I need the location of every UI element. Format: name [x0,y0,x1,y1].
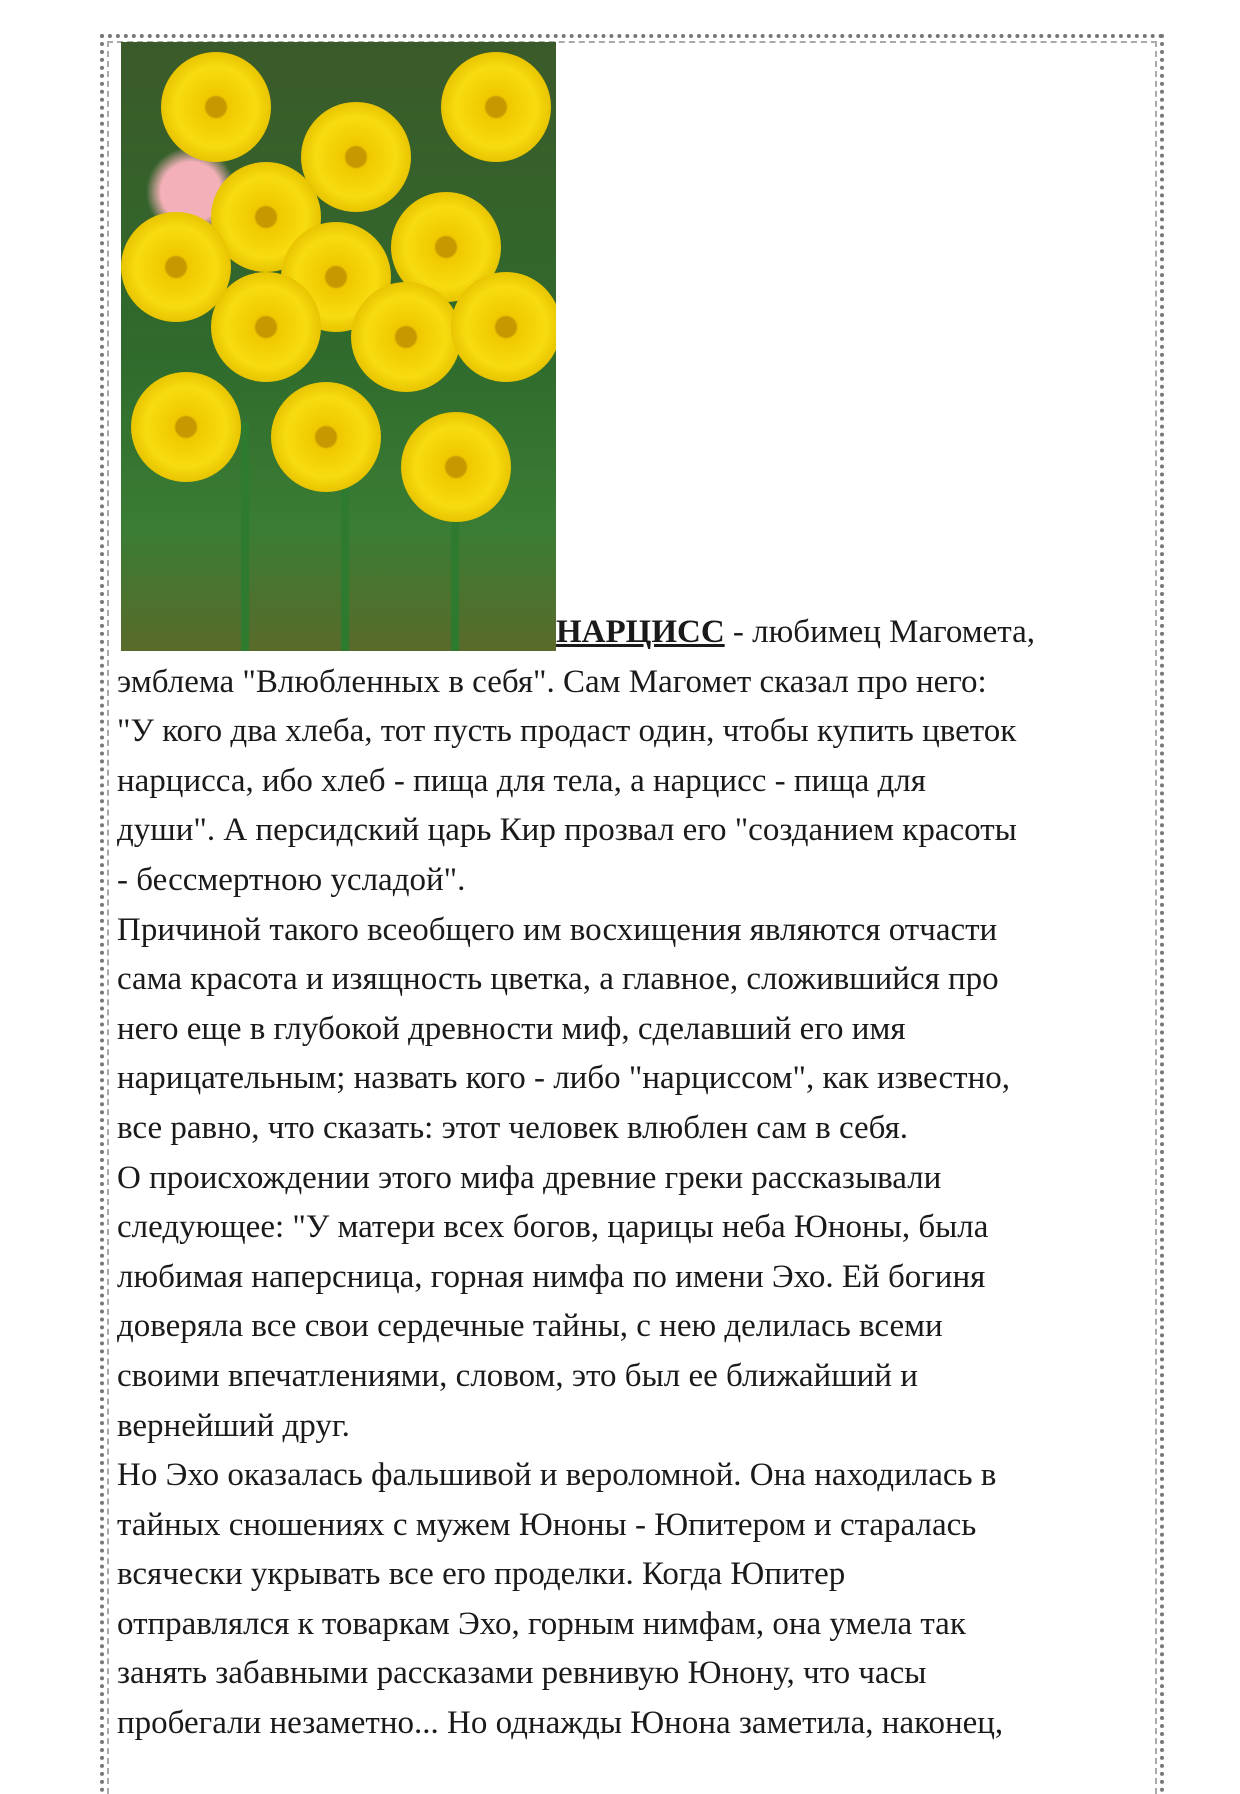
flower [451,272,556,382]
daffodils-photo [121,42,556,651]
flower [401,412,511,522]
text-line: эмблема "Влюбленных в себя". Сам Магомет сказал про него: [117,663,987,700]
text-line: доверяла все свои сердечные тайны, с нею делилась всеми [117,1308,943,1345]
text-line: отправлялся к товаркам Эхо, горным нимфам, она умела так [117,1605,966,1642]
flower [351,282,461,392]
flower [441,52,551,162]
text-line: все равно, что сказать: этот человек влюблен сам в себя. [117,1109,909,1146]
text-line: тайных сношениях с мужем Юноны - Юпитером и старалась [117,1506,977,1543]
text-line: нарцисса, ибо хлеб - пища для тела, а нарцисс - пища для [117,762,926,799]
text-line: всячески укрывать все его проделки. Когда Юпитер [117,1556,846,1593]
text-line: - бессмертною усладой". [117,861,466,898]
flower [131,372,241,482]
flower [271,382,381,492]
article-title: НАРЦИСС [556,614,725,650]
text-line: своими впечатлениями, словом, это был ее ближайший и [117,1357,918,1394]
text-line: Причиной такого всеобщего им восхищения являются отчасти [117,911,998,948]
text-line: любимая наперсница, горная нимфа по имени Эхо. Ей богиня [117,1258,986,1295]
flower [161,52,271,162]
text-line: следующее: "У матери всех богов, царицы неба Юноны, была [117,1209,989,1246]
flower [301,102,411,212]
text-line: вернейший друг. [117,1407,350,1444]
text-line: души". А персидский царь Кир прозвал его "созданием красоты [117,812,1017,849]
text-line: занять забавными рассказами ревнивую Юнону, что часы [117,1655,927,1692]
text-line: сама красота и изящность цветка, а главное, сложившийся про [117,961,999,998]
text-line: него еще в глубокой древности миф, сделавший его имя [117,1010,906,1047]
text-line [117,608,1157,658]
text-line: О происхождении этого мифа древние греки рассказывали [117,1159,942,1196]
text-line: "У кого два хлеба, тот пусть продаст один, чтобы купить цветок [117,713,1017,750]
text-line: пробегали незаметно... Но однажды Юнона заметила, наконец, [117,1705,1004,1742]
text-fragment: - любимец Магомета, [724,614,1035,650]
flower [211,272,321,382]
text-line: нарицательным; назвать кого - либо "нарциссом", как известно, [117,1060,1010,1097]
text-line: Но Эхо оказалась фальшивой и вероломной. Она находилась в [117,1457,997,1494]
article-text [117,608,1157,1749]
